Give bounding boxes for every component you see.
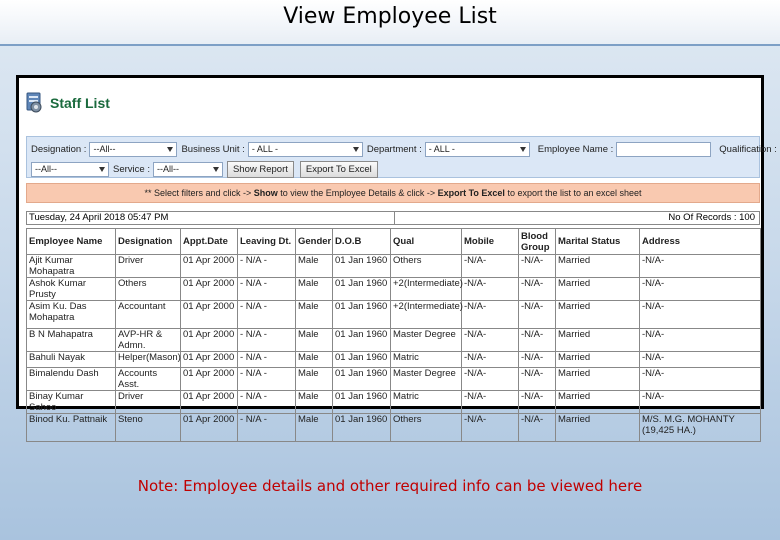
table-cell: - N/A - bbox=[238, 255, 296, 278]
table-cell: Male bbox=[296, 352, 333, 368]
column-header[interactable]: Marital Status bbox=[556, 229, 640, 255]
show-report-button[interactable]: Show Report bbox=[227, 161, 294, 178]
table-cell: Matric bbox=[391, 391, 462, 414]
table-cell: -N/A- bbox=[519, 414, 556, 442]
table-cell: -N/A- bbox=[462, 368, 519, 391]
table-cell: Male bbox=[296, 414, 333, 442]
table-cell: -N/A- bbox=[640, 301, 761, 329]
column-header[interactable]: Gender bbox=[296, 229, 333, 255]
table-cell: - N/A - bbox=[238, 301, 296, 329]
designation-select[interactable] bbox=[89, 142, 177, 157]
table-cell: 01 Jan 1960 bbox=[333, 368, 391, 391]
table-cell: Master Degree bbox=[391, 329, 462, 352]
designation-label: Designation : bbox=[31, 143, 87, 155]
table-header-row bbox=[27, 229, 761, 255]
slide-header bbox=[0, 0, 780, 46]
table-cell: - N/A - bbox=[238, 278, 296, 301]
department-select[interactable] bbox=[425, 142, 530, 157]
filter-row-2 bbox=[31, 161, 384, 177]
table-row[interactable] bbox=[27, 278, 761, 301]
chevron-down-icon bbox=[167, 147, 173, 152]
table-cell: - N/A - bbox=[238, 329, 296, 352]
qualification-label: Qualification : bbox=[719, 143, 777, 155]
table-cell: Bahuli Nayak bbox=[27, 352, 116, 368]
service-select[interactable] bbox=[153, 162, 223, 177]
chevron-down-icon bbox=[520, 147, 526, 152]
service-label: Service : bbox=[113, 163, 150, 175]
table-cell: +2(Intermediate) bbox=[391, 278, 462, 301]
table-cell: -N/A- bbox=[519, 255, 556, 278]
table-cell: 01 Apr 2000 bbox=[181, 368, 238, 391]
table-cell: Married bbox=[556, 329, 640, 352]
column-header[interactable]: Leaving Dt. bbox=[238, 229, 296, 255]
column-header[interactable]: Appt.Date bbox=[181, 229, 238, 255]
table-row[interactable] bbox=[27, 329, 761, 352]
table-cell: -N/A- bbox=[519, 278, 556, 301]
table-cell: Male bbox=[296, 368, 333, 391]
qualification-value: --All-- bbox=[35, 163, 57, 174]
table-cell: 01 Jan 1960 bbox=[333, 391, 391, 414]
export-to-excel-button[interactable]: Export To Excel bbox=[300, 161, 378, 178]
table-row[interactable] bbox=[27, 301, 761, 329]
app-title: Staff List bbox=[50, 95, 110, 111]
chevron-down-icon bbox=[353, 147, 359, 152]
column-header[interactable]: D.O.B bbox=[333, 229, 391, 255]
business-unit-value: - ALL - bbox=[251, 143, 279, 154]
column-header[interactable]: Blood Group bbox=[519, 229, 556, 255]
table-cell: Married bbox=[556, 368, 640, 391]
table-cell: -N/A- bbox=[462, 391, 519, 414]
hint-prefix: ** Select filters and click -> bbox=[144, 188, 254, 198]
table-cell: Married bbox=[556, 278, 640, 301]
table-cell: 01 Apr 2000 bbox=[181, 391, 238, 414]
hint-export: Export To Excel bbox=[437, 188, 505, 198]
table-cell: Ajit Kumar Mohapatra bbox=[27, 255, 116, 278]
staff-table-body bbox=[27, 255, 761, 442]
department-label: Department : bbox=[366, 143, 422, 155]
table-cell: -N/A- bbox=[519, 368, 556, 391]
business-unit-label: Business Unit : bbox=[181, 143, 245, 155]
table-cell: Married bbox=[556, 352, 640, 368]
column-header[interactable]: Address bbox=[640, 229, 761, 255]
table-cell: Binod Ku. Pattnaik bbox=[27, 414, 116, 442]
report-date: Tuesday, 24 April 2018 05:47 PM bbox=[29, 212, 169, 223]
table-cell: Male bbox=[296, 301, 333, 329]
hint-show: Show bbox=[253, 188, 278, 198]
table-cell: -N/A- bbox=[640, 255, 761, 278]
table-cell: Married bbox=[556, 255, 640, 278]
employee-name-input[interactable] bbox=[616, 142, 711, 157]
table-cell: -N/A- bbox=[519, 301, 556, 329]
table-cell: Married bbox=[556, 301, 640, 329]
table-cell: 01 Apr 2000 bbox=[181, 329, 238, 352]
table-cell: -N/A- bbox=[640, 352, 761, 368]
table-cell: Steno bbox=[116, 414, 181, 442]
slide-note: Note: Employee details and other required info can be viewed here bbox=[137, 477, 643, 495]
table-cell: 01 Apr 2000 bbox=[181, 414, 238, 442]
slide-title: View Employee List bbox=[283, 4, 497, 29]
table-cell: Driver bbox=[116, 391, 181, 414]
table-cell: -N/A- bbox=[462, 414, 519, 442]
table-cell: - N/A - bbox=[238, 414, 296, 442]
column-header[interactable]: Designation bbox=[116, 229, 181, 255]
table-cell: Married bbox=[556, 391, 640, 414]
staff-list-icon bbox=[25, 92, 45, 114]
table-row[interactable] bbox=[27, 414, 761, 442]
table-cell: M/S. M.G. MOHANTY (19,425 HA.) bbox=[640, 414, 761, 442]
table-cell: -N/A- bbox=[640, 329, 761, 352]
table-cell: 01 Jan 1960 bbox=[333, 329, 391, 352]
table-cell: -N/A- bbox=[462, 278, 519, 301]
table-cell: Married bbox=[556, 414, 640, 442]
table-cell: -N/A- bbox=[462, 352, 519, 368]
table-cell: - N/A - bbox=[238, 368, 296, 391]
table-cell: Male bbox=[296, 329, 333, 352]
column-header[interactable]: Qual bbox=[391, 229, 462, 255]
table-cell: +2(Intermediate) bbox=[391, 301, 462, 329]
table-cell: AVP-HR & Admn. bbox=[116, 329, 181, 352]
screenshot-frame bbox=[16, 75, 777, 436]
table-cell: -N/A- bbox=[462, 255, 519, 278]
table-row[interactable] bbox=[27, 391, 761, 414]
qualification-select[interactable] bbox=[31, 162, 109, 177]
table-cell: -N/A- bbox=[519, 352, 556, 368]
table-cell: B N Mahapatra bbox=[27, 329, 116, 352]
table-cell: -N/A- bbox=[640, 391, 761, 414]
table-cell: Male bbox=[296, 391, 333, 414]
staff-list-app bbox=[19, 78, 777, 436]
hint-bar bbox=[26, 183, 760, 203]
table-cell: Master Degree bbox=[391, 368, 462, 391]
column-header[interactable]: Employee Name bbox=[27, 229, 116, 255]
table-cell: Male bbox=[296, 278, 333, 301]
table-row[interactable] bbox=[27, 352, 761, 368]
report-info-row bbox=[26, 211, 760, 225]
chevron-down-icon bbox=[99, 167, 105, 172]
business-unit-select[interactable] bbox=[248, 142, 363, 157]
table-cell: Bimalendu Dash bbox=[27, 368, 116, 391]
staff-table bbox=[26, 228, 761, 442]
table-cell: 01 Apr 2000 bbox=[181, 255, 238, 278]
hint-suffix: to export the list to an excel sheet bbox=[504, 188, 642, 198]
table-cell: Ashok Kumar Prusty bbox=[27, 278, 116, 301]
table-cell: -N/A- bbox=[519, 329, 556, 352]
table-cell: -N/A- bbox=[462, 329, 519, 352]
table-cell: Others bbox=[116, 278, 181, 301]
table-cell: Accountant bbox=[116, 301, 181, 329]
table-cell: Driver bbox=[116, 255, 181, 278]
table-row[interactable] bbox=[27, 368, 761, 391]
table-cell: 01 Jan 1960 bbox=[333, 301, 391, 329]
chevron-down-icon bbox=[213, 167, 219, 172]
table-row[interactable] bbox=[27, 255, 761, 278]
filter-row-1 bbox=[31, 141, 780, 157]
app-header bbox=[25, 88, 110, 118]
table-cell: Others bbox=[391, 255, 462, 278]
designation-value: --All-- bbox=[93, 143, 116, 154]
table-cell: 01 Apr 2000 bbox=[181, 301, 238, 329]
record-count: No Of Records : 100 bbox=[668, 212, 755, 223]
table-cell: 01 Apr 2000 bbox=[181, 278, 238, 301]
table-cell: -N/A- bbox=[640, 368, 761, 391]
divider bbox=[394, 212, 395, 224]
hint-middle: to view the Employee Details & click -> bbox=[277, 188, 438, 198]
table-cell: Others bbox=[391, 414, 462, 442]
department-value: - ALL - bbox=[428, 143, 455, 154]
table-cell: - N/A - bbox=[238, 352, 296, 368]
table-cell: Male bbox=[296, 255, 333, 278]
table-cell: Binay Kumar Sahoo bbox=[27, 391, 116, 414]
table-cell: 01 Jan 1960 bbox=[333, 352, 391, 368]
table-cell: Accounts Asst. bbox=[116, 368, 181, 391]
filter-panel bbox=[26, 136, 777, 178]
table-cell: Helper(Mason) bbox=[116, 352, 181, 368]
table-cell: 01 Jan 1960 bbox=[333, 255, 391, 278]
table-cell: 01 Jan 1960 bbox=[333, 278, 391, 301]
table-cell: Asim Ku. Das Mohapatra bbox=[27, 301, 116, 329]
table-cell: - N/A - bbox=[238, 391, 296, 414]
table-cell: -N/A- bbox=[640, 278, 761, 301]
table-cell: Matric bbox=[391, 352, 462, 368]
employee-name-label: Employee Name : bbox=[537, 143, 614, 155]
table-cell: -N/A- bbox=[462, 301, 519, 329]
table-cell: 01 Apr 2000 bbox=[181, 352, 238, 368]
column-header[interactable]: Mobile bbox=[462, 229, 519, 255]
table-cell: -N/A- bbox=[519, 391, 556, 414]
service-value: --All-- bbox=[156, 163, 179, 174]
table-cell: 01 Jan 1960 bbox=[333, 414, 391, 442]
